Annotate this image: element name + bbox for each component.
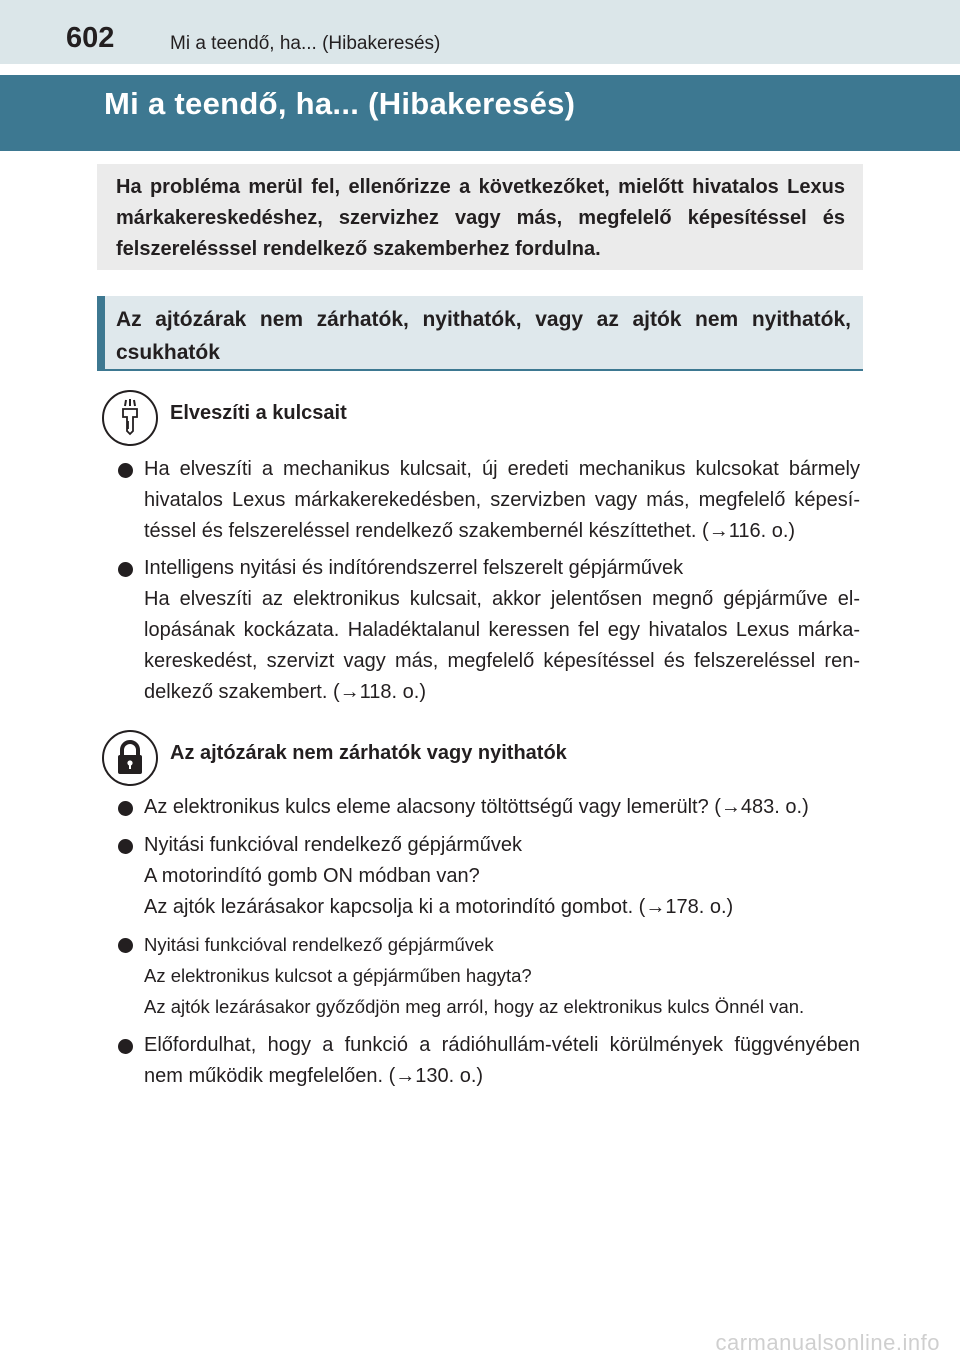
text-line: delkező szakembert. (→118. o.)	[144, 681, 426, 703]
list-item	[118, 830, 860, 923]
locks-heading: Az ajtózárak nem zárhatók vagy nyithatók	[170, 742, 567, 764]
bullet-dot	[118, 562, 133, 577]
text-line: Ha elveszíti a mechanikus kulcsait, új eredeti mechanikus kulcsokat bármely	[144, 458, 860, 480]
lost-keys-heading: Elveszíti a kulcsait	[170, 402, 347, 424]
text-line: téssel és felszereléssel rendelkező szakembernél készíttethet. (→116. o.)	[144, 520, 796, 542]
top-header-bar	[0, 0, 960, 64]
list-item	[118, 454, 860, 547]
running-title: Mi a teendő, ha... (Hibakeresés)	[170, 33, 441, 54]
text-line: Nyitási funkcióval rendelkező gépjárművek	[144, 934, 494, 955]
text-line: hivatalos Lexus márkakerekedésben, szervizben vagy más, megfelelő képesí-	[144, 489, 860, 511]
list-item	[118, 1030, 860, 1092]
bullet-dot	[118, 938, 133, 953]
bullet-dot	[118, 1039, 133, 1054]
padlock-icon	[102, 730, 158, 786]
bullet-dot	[118, 463, 133, 478]
section-heading: Az ajtózárak nem zárhatók, nyithatók, vagy az ajtók nem nyithatók, csukhatók	[116, 308, 851, 364]
text-line: Az ajtók lezárásakor kapcsolja ki a motorindító gombot. (→178. o.)	[144, 896, 734, 918]
text-line: Az elektronikus kulcs eleme alacsony töltöttségű vagy lemerült? (→483. o.)	[144, 796, 809, 818]
text-line: kereskedést, szervizt vagy más, megfelelő képesítéssel és felszereléssel ren-	[144, 650, 860, 672]
text-line: Az ajtók lezárásakor győződjön meg arról, hogy az elektronikus kulcs Önnél van.	[144, 996, 805, 1017]
page-number: 602	[66, 22, 115, 54]
text-line: Intelligens nyitási és indítórendszerrel felszerelt gépjárművek	[144, 557, 684, 579]
list-item	[118, 792, 860, 823]
text-line: Nyitási funkcióval rendelkező gépjárművek	[144, 834, 522, 856]
page-title: Mi a teendő, ha... (Hibakeresés)	[104, 86, 576, 121]
key-icon	[102, 390, 158, 446]
intro-box	[97, 164, 863, 270]
text-line: Előfordulhat, hogy a funkció a rádióhullám-vételi körülmények függvényében	[144, 1034, 860, 1056]
text-line: Ha elveszíti az elektronikus kulcsait, akkor jelentősen megnő gépjárműve el-	[144, 588, 860, 610]
bullet-dot	[118, 801, 133, 816]
text-line: Az elektronikus kulcsot a gépjárműben hagyta?	[144, 965, 532, 986]
section-heading-box	[97, 296, 863, 371]
bullet-dot	[118, 839, 133, 854]
text-line: nem működik megfelelően. (→130. o.)	[144, 1065, 484, 1087]
text-line: A motorindító gomb ON módban van?	[144, 865, 480, 887]
watermark-text: carmanualsonline.info	[715, 1330, 940, 1355]
text-line: lopásának kockázata. Haladéktalanul keressen fel egy hivatalos Lexus márka-	[144, 619, 860, 641]
list-item	[118, 553, 860, 708]
list-item	[118, 929, 860, 1022]
intro-text: Ha probléma merül fel, ellenőrizze a következőket, mielőtt hivatalos Lexus márkakereskedéshez, szervizhez vagy más, megfelelő képesítéssel és felszerelésssel rendelkező szakemberhez fordulna.	[116, 176, 845, 260]
